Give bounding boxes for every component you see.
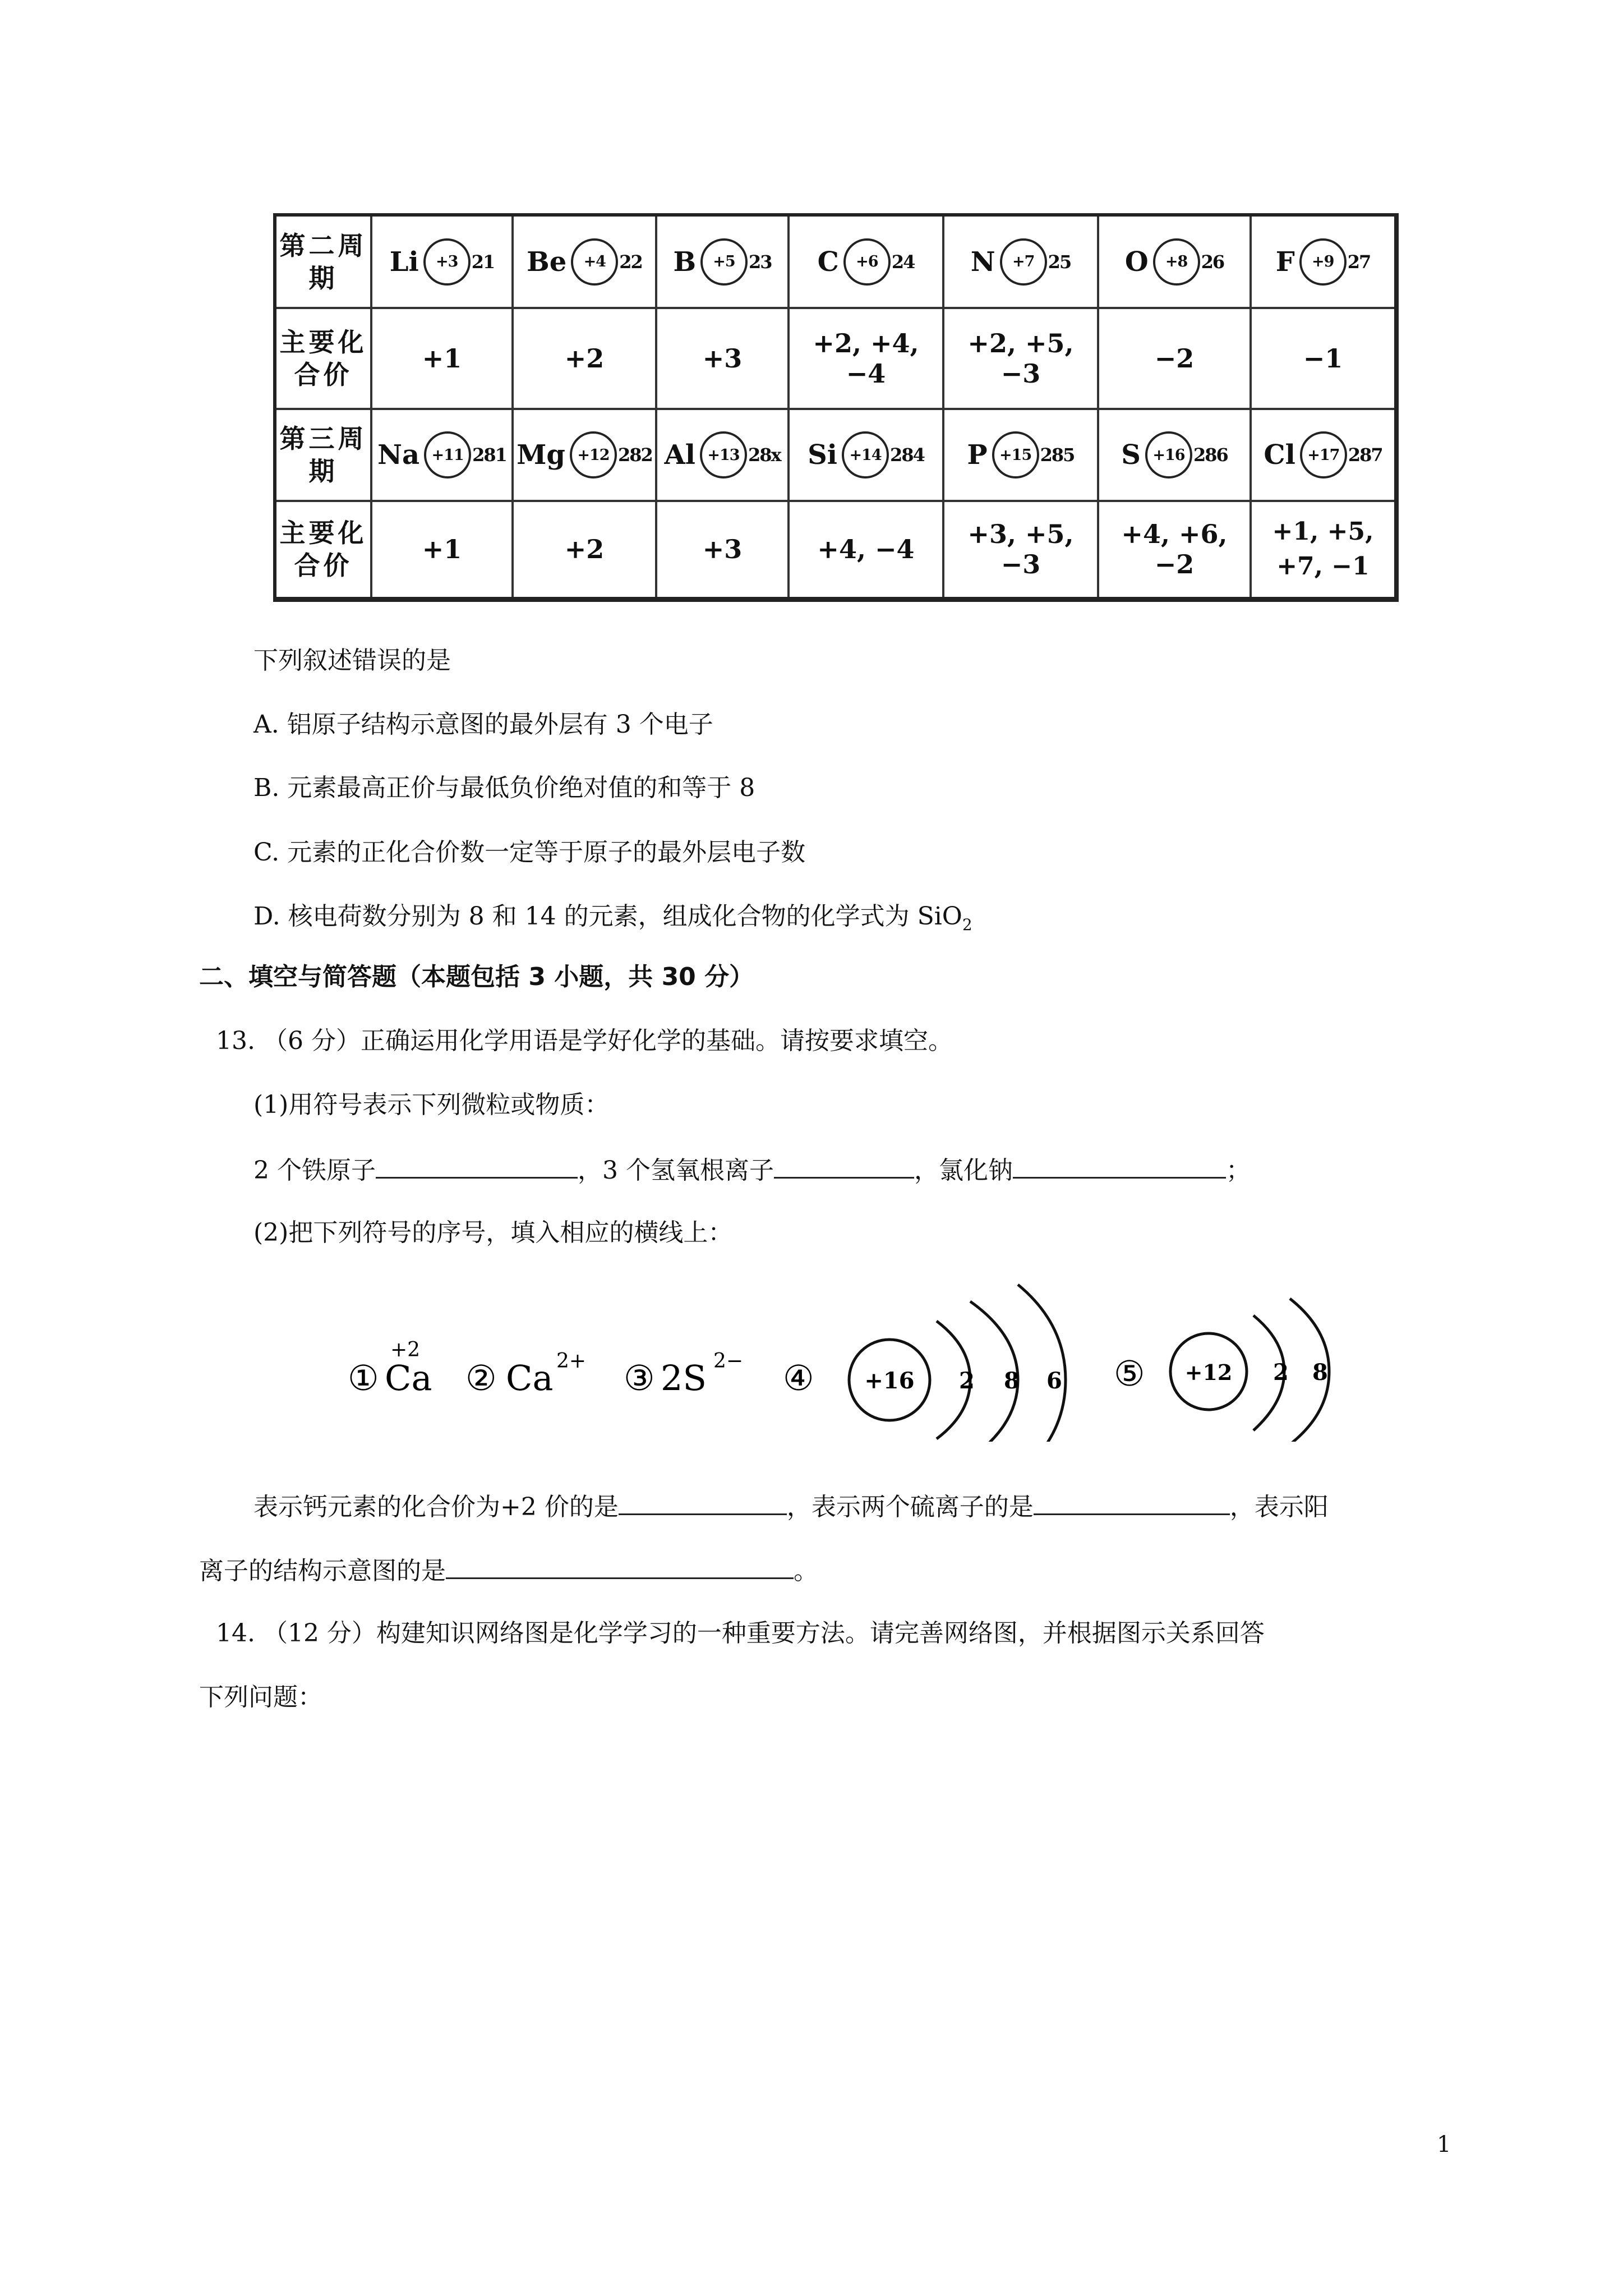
q14-line2: 下列问题： <box>199 1683 322 1711</box>
q13-fill2-line2: 离子的结构示意图的是 。 <box>199 1553 818 1588</box>
valence-cell: +3 <box>656 501 789 599</box>
nucleus-charge: +12 <box>1184 1360 1233 1385</box>
element-cell: Li +3 21 <box>371 215 513 308</box>
element-symbol: Ca <box>385 1358 432 1398</box>
element-cell: F +9 27 <box>1251 215 1396 308</box>
valence-mark: +2 <box>390 1338 421 1361</box>
symbol-options <box>336 1273 1402 1442</box>
electron-count: 2 <box>959 1368 975 1394</box>
section2-title: 二、填空与简答题（本题包括 3 小题，共 30 分） <box>199 963 754 991</box>
period3-valence-row <box>275 501 1396 599</box>
element-cell: Na +11 281 <box>371 409 513 501</box>
q12-option-d: D. 核电荷数分别为 8 和 14 的元素，组成化合物的化学式为 SiO$_2$ <box>253 902 972 934</box>
period2-header: 第二周期 <box>275 215 371 308</box>
element-cell: Be +4 22 <box>513 215 656 308</box>
period2-valence-row <box>275 308 1396 409</box>
symbol-option-4 <box>783 1285 1066 1442</box>
symbol-option-2 <box>465 1350 586 1398</box>
valence-cell: −2 <box>1098 308 1251 409</box>
valence-cell: +2 <box>513 501 656 599</box>
valence-cell: −1 <box>1251 308 1396 409</box>
element-table <box>273 213 1399 602</box>
valence-cell: +4, −4 <box>789 501 943 599</box>
answer-blank[interactable] <box>1013 1152 1226 1179</box>
answer-blank[interactable] <box>774 1152 914 1179</box>
valence-cell: +1 <box>371 308 513 409</box>
option-number: ⑤ <box>1114 1353 1145 1394</box>
period3-row <box>275 409 1396 501</box>
electron-count: 8 <box>1312 1359 1328 1386</box>
valence-cell: +3 <box>656 308 789 409</box>
option-number: ② <box>465 1358 497 1398</box>
element-symbol: Ca <box>506 1358 554 1398</box>
element-cell: B +5 23 <box>656 215 789 308</box>
q13-sub1: (1)用符号表示下列微粒或物质： <box>253 1091 610 1119</box>
symbol-option-3 <box>624 1350 743 1398</box>
q13-sub2: (2)把下列符号的序号，填入相应的横线上： <box>253 1218 733 1247</box>
answer-blank[interactable] <box>376 1152 578 1179</box>
period2-row <box>275 215 1396 308</box>
q13-intro: 13. （6 分）正确运用化学用语是学好化学的基础。请按要求填空。 <box>216 1027 953 1055</box>
valence-cell: +2 <box>513 308 656 409</box>
valence-cell: +3, +5, −3 <box>943 501 1098 599</box>
electron-count: 6 <box>1046 1368 1062 1394</box>
element-symbol: 2S <box>661 1358 707 1398</box>
answer-blank[interactable] <box>446 1553 794 1579</box>
q12-stem: 下列叙述错误的是 <box>253 646 451 675</box>
valence-cell: +1 <box>371 501 513 599</box>
page-number: 1 <box>1437 2132 1451 2157</box>
option-number: ③ <box>624 1358 655 1398</box>
q13-fill2-line1: 表示钙元素的化合价为+2 价的是 ，表示两个硫离子的是 ，表示阳 <box>253 1489 1329 1524</box>
electron-shell-arc <box>1018 1285 1066 1442</box>
element-cell: Al +13 28x <box>656 409 789 501</box>
valence-cell: +2, +5, −3 <box>943 308 1098 409</box>
element-cell: Si +14 284 <box>789 409 943 501</box>
option-number: ① <box>348 1358 379 1398</box>
valence-cell: +2, +4, −4 <box>789 308 943 409</box>
answer-blank[interactable] <box>1034 1489 1230 1515</box>
symbol-option-1 <box>348 1338 432 1398</box>
electron-count: 8 <box>1004 1368 1020 1394</box>
element-cell: C +6 24 <box>789 215 943 308</box>
element-cell: N +7 25 <box>943 215 1098 308</box>
electron-count: 2 <box>1273 1359 1289 1386</box>
element-cell: Mg +12 282 <box>513 409 656 501</box>
valence-header: 主要化合价 <box>275 308 371 409</box>
ion-charge: 2− <box>713 1350 744 1373</box>
q14-line1: 14. （12 分）构建知识网络图是化学学习的一种重要方法。请完善网络图，并根据图示关系回答 <box>216 1619 1265 1648</box>
element-cell: O +8 26 <box>1098 215 1251 308</box>
q13-fill1: 2 个铁原子 ，3 个氢氧根离子 ，氯化钠 ； <box>253 1152 1251 1188</box>
symbol-option-5 <box>1114 1299 1329 1442</box>
q12-option-b: B. 元素最高正价与最低负价绝对值的和等于 8 <box>253 774 755 802</box>
ion-charge: 2+ <box>556 1350 587 1373</box>
q12-option-c: C. 元素的正化合价数一定等于原子的最外层电子数 <box>253 838 806 867</box>
valence-cell: +1, +5, +7, −1 <box>1251 501 1396 599</box>
nucleus-charge: +16 <box>864 1368 915 1394</box>
element-cell: S +16 286 <box>1098 409 1251 501</box>
q12-option-a: A. 铝原子结构示意图的最外层有 3 个电子 <box>253 710 713 739</box>
element-cell: P +15 285 <box>943 409 1098 501</box>
valence-cell: +4, +6, −2 <box>1098 501 1251 599</box>
option-number: ④ <box>783 1358 814 1398</box>
period3-header: 第三周期 <box>275 409 371 501</box>
element-cell: Cl +17 287 <box>1251 409 1396 501</box>
answer-blank[interactable] <box>619 1489 787 1515</box>
valence-header: 主要化合价 <box>275 501 371 599</box>
